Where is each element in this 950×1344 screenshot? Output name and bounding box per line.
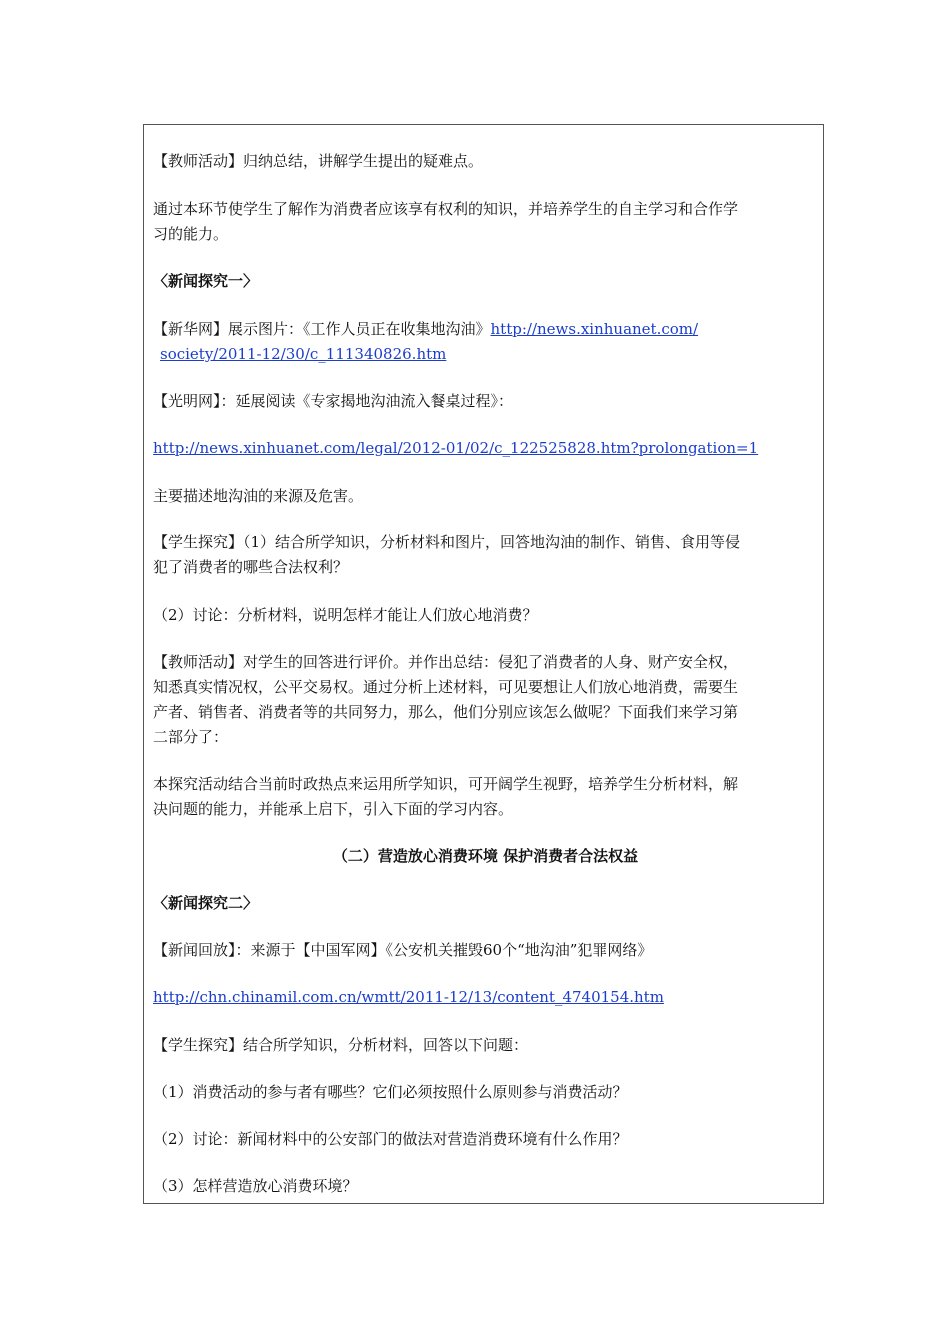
guangming-link-line bbox=[153, 436, 818, 460]
news-inquiry-one-heading: 〈新闻探究一〉 bbox=[153, 272, 259, 290]
xinhua-link-part-1[interactable]: http://news.xinhuanet.com/ bbox=[490, 320, 699, 338]
paragraph-goal-line-1: 通过本环节使学生了解作为消费者应该享有权利的知识，并培养学生的自主学习和合作学 bbox=[153, 200, 739, 218]
xinhua-link-part-2[interactable]: society/2011-12/30/c_111340826.htm bbox=[160, 345, 447, 363]
section-two-title: （二）营造放心消费环境 保护消费者合法权益 bbox=[332, 847, 639, 865]
news-replay-item: 【新闻回放】：来源于【中国军网】《公安机关摧毁60个“地沟油”犯罪网络》 bbox=[153, 941, 653, 959]
discussion-question: （2）讨论：分析材料，说明怎样才能让人们放心地消费？ bbox=[153, 606, 538, 624]
student-inquiry-2: 【学生探究】结合所学知识，分析材料，回答以下问题： bbox=[153, 1036, 529, 1054]
paragraph-goal-line-2: 习的能力。 bbox=[153, 225, 229, 243]
student-inquiry-1-line-2: 犯了消费者的哪些合法权利？ bbox=[153, 558, 349, 576]
news-inquiry-two-heading: 〈新闻探究二〉 bbox=[153, 894, 259, 912]
description-line: 主要描述地沟油的来源及危害。 bbox=[153, 487, 364, 505]
xinhua-item bbox=[153, 317, 818, 341]
question-3: （3）怎样营造放心消费环境？ bbox=[153, 1177, 358, 1195]
chinamil-link[interactable]: http://chn.chinamil.com.cn/wmtt/2011-12/13/content_4740154.htm bbox=[153, 988, 664, 1006]
teacher-activity-summary: 【教师活动】归纳总结，讲解学生提出的疑难点。 bbox=[153, 152, 484, 170]
activity-purpose-line-1: 本探究活动结合当前时政热点来运用所学知识，可开阔学生视野，培养学生分析材料，解 bbox=[153, 775, 739, 793]
guangming-item: 【光明网】：延展阅读《专家揭地沟油流入餐桌过程》： bbox=[153, 392, 514, 410]
xinhua-link-line-2 bbox=[160, 342, 825, 366]
teacher-evaluation-line-4: 二部分了： bbox=[153, 728, 229, 746]
guangming-link[interactable]: http://news.xinhuanet.com/legal/2012-01/02/c_122525828.htm?prolongation=1 bbox=[153, 439, 759, 457]
student-inquiry-1-line-1: 【学生探究】（1）结合所学知识，分析材料和图片，回答地沟油的制作、销售、食用等侵 bbox=[153, 533, 741, 551]
activity-purpose-line-2: 决问题的能力，并能承上启下，引入下面的学习内容。 bbox=[153, 800, 514, 818]
xinhua-item-text: 【新华网】展示图片：《工作人员正在收集地沟油》 bbox=[153, 320, 491, 338]
chinamil-link-line bbox=[153, 985, 818, 1009]
teacher-evaluation-line-2: 知悉真实情况权，公平交易权。通过分析上述材料，可见要想让人们放心地消费，需要生 bbox=[153, 678, 739, 696]
teacher-evaluation-line-3: 产者、销售者、消费者等的共同努力，那么，他们分别应该怎么做呢？下面我们来学习第 bbox=[153, 703, 739, 721]
teacher-evaluation-line-1: 【教师活动】对学生的回答进行评价。并作出总结：侵犯了消费者的人身、财产安全权， bbox=[153, 653, 739, 671]
question-1: （1）消费活动的参与者有哪些？它们必须按照什么原则参与消费活动？ bbox=[153, 1083, 628, 1101]
question-2: （2）讨论：新闻材料中的公安部门的做法对营造消费环境有什么作用？ bbox=[153, 1130, 628, 1148]
